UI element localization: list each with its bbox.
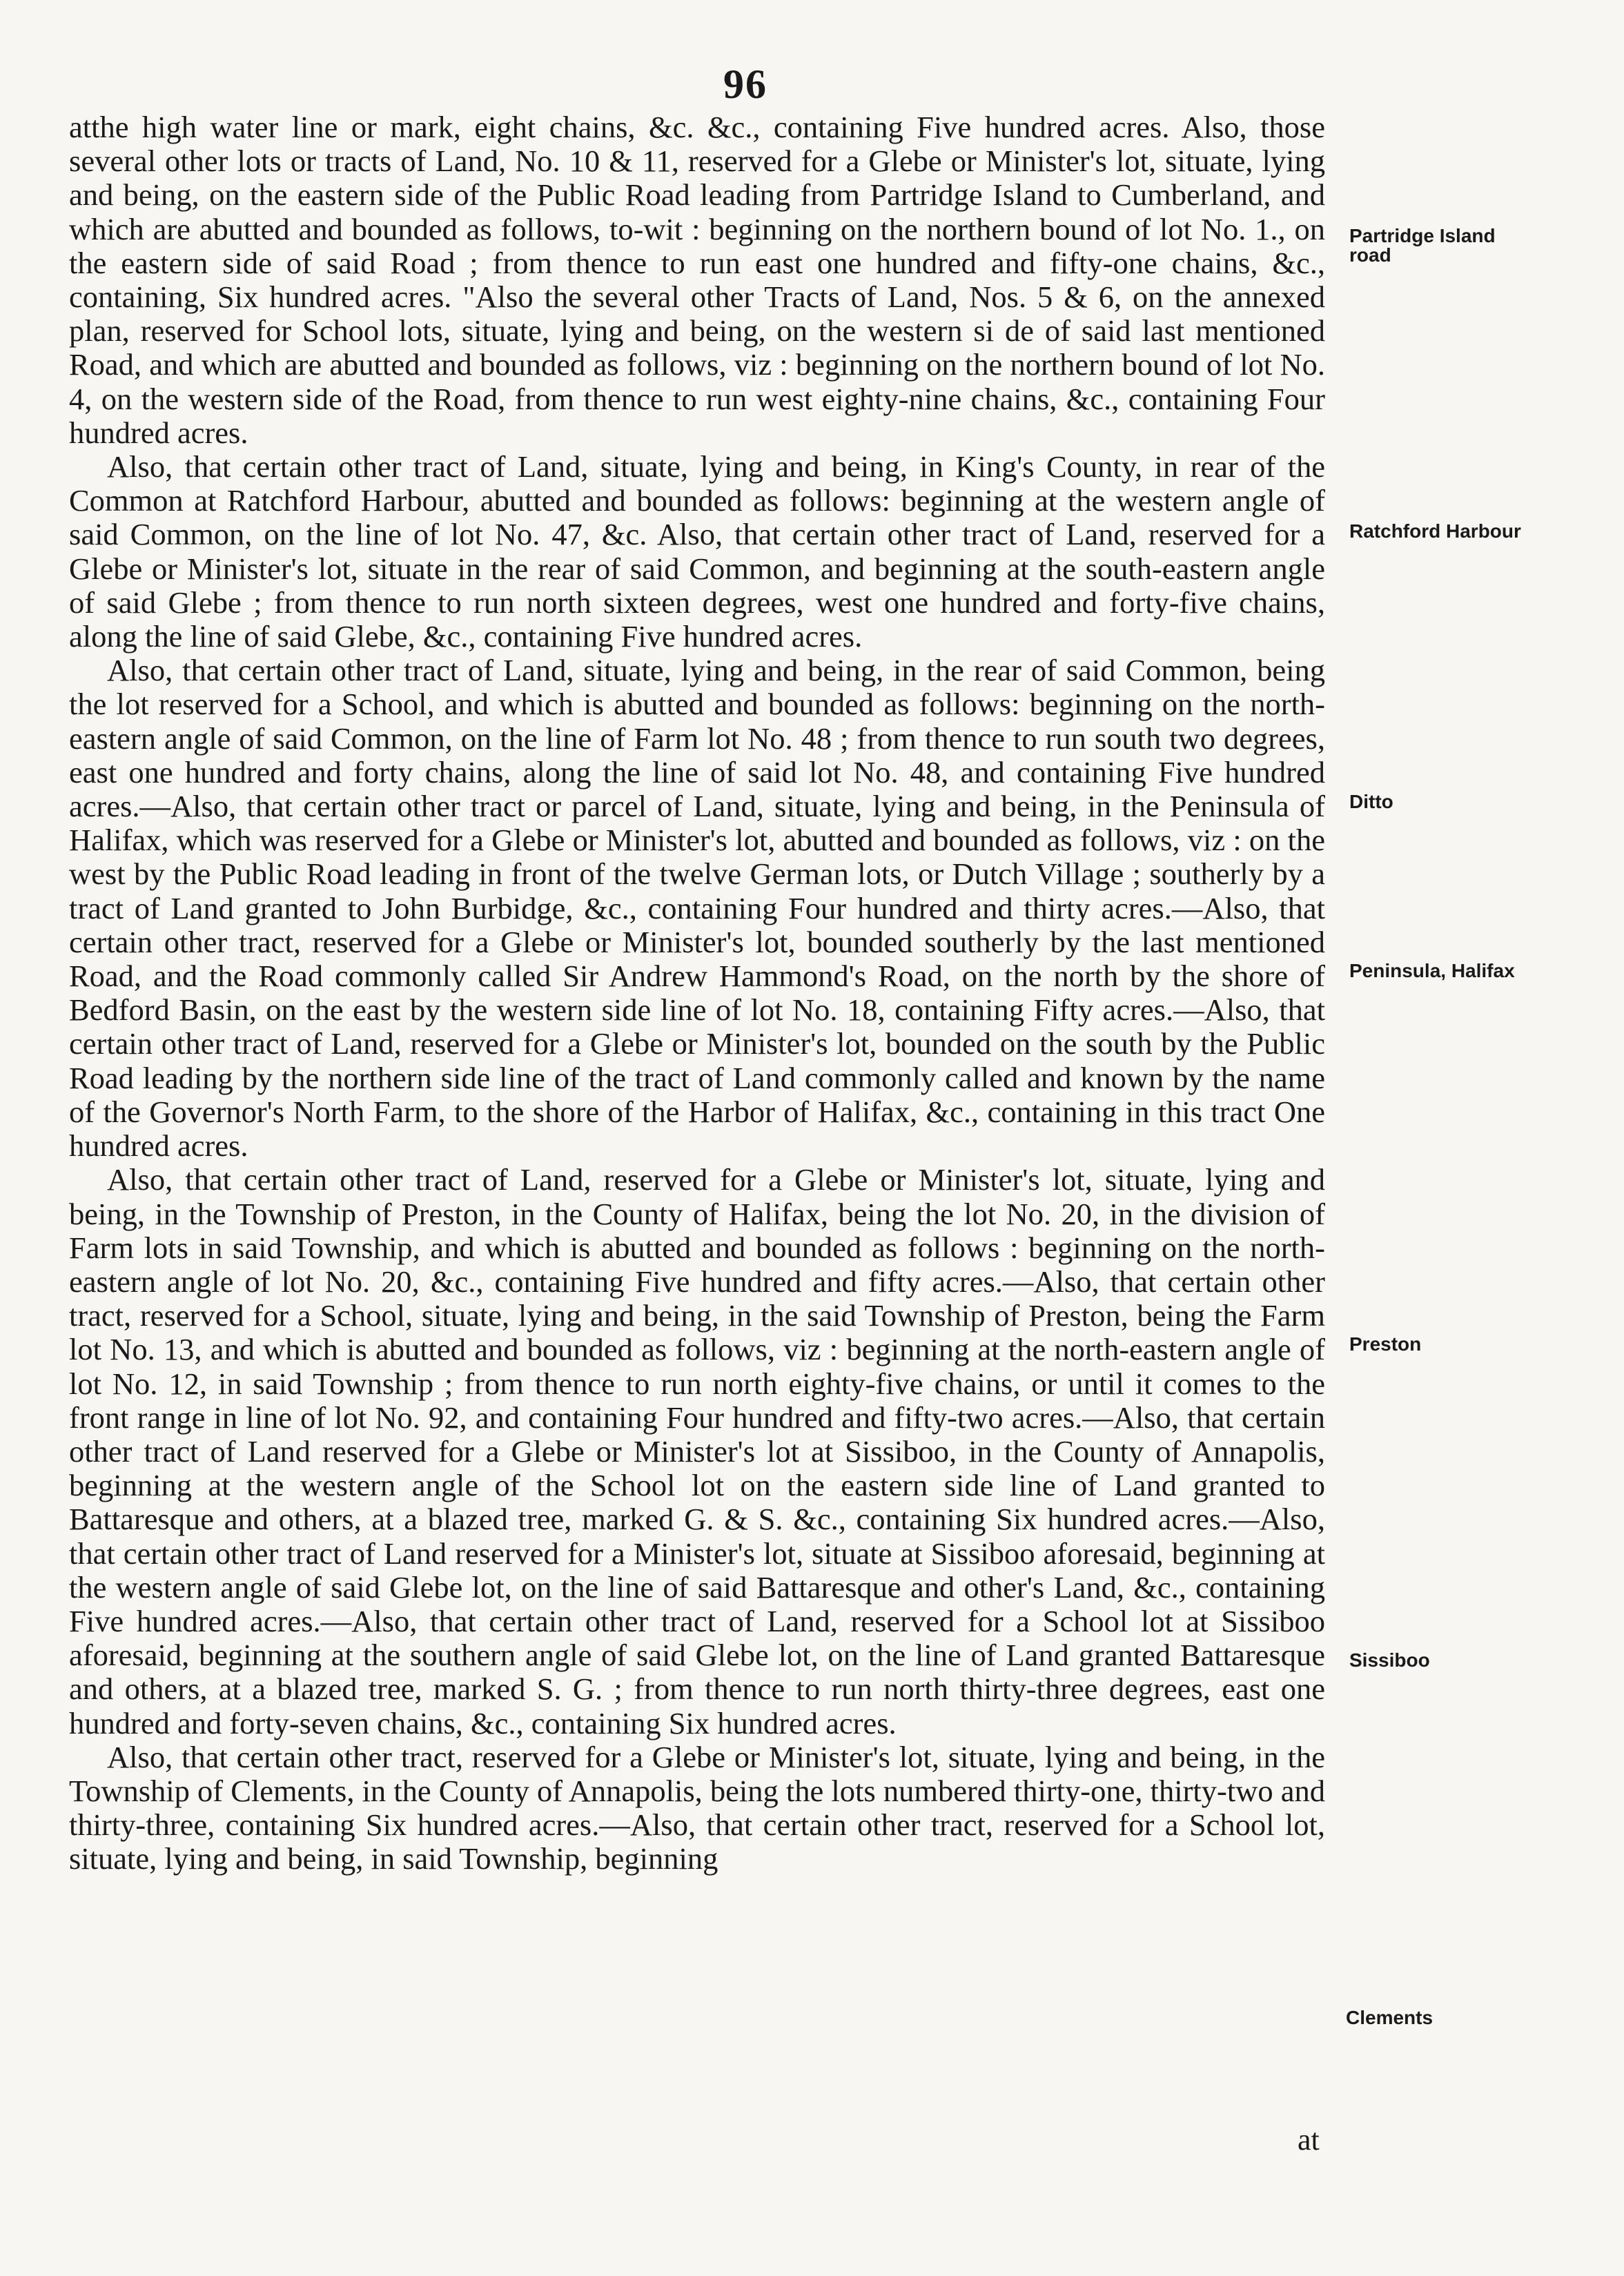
paragraph: Also, that certain other tract, reserved for a Glebe or Minister's lot, situate, lying and being, in the Township of Clements, in the County of Annapolis, being the lots numbered thirty-one, thirty-two and thirty-three, containing Six hundred acres.—Also, that certain other tract, reserved for a School lot, situate, lying and being, in said Township, beginning: [69, 1739, 1325, 1876]
paragraph: Also, that certain other tract of Land, situate, lying and being, in the rear of said Common, being the lot reserved for a School, and which is abutted and bounded as follows: beginning on the north-eastern angle of said Common, on the line of Farm lot No. 48 ; from thence to run south two degrees, east one hundred and forty chains, along the line of said lot No. 48, and containing Five hundred acres.—Also, that certain other tract or parcel of Land, situate, lying and being, in the Peninsula of Halifax, which was reserved for a Glebe or Minister's lot, abutted and bounded as follows, viz : on the west by the Public Road leading in front of the twelve German lots, or Dutch Village ; southerly by a tract of Land granted to John Burbidge, &c., containing Four hundred and thirty acres.—Also, that certain other tract, reserved for a Glebe or Minister's lot, bounded southerly by the last mentioned Road, and the Road commonly called Sir Andrew Hammond's Road, on the north by the shore of Bedford Basin, on the east by the western side line of lot No. 18, containing Fifty acres.—Also, that certain other tract of Land, reserved for a Glebe or Minister's lot, bounded on the south by the Public Road leading by the northern side line of the tract of Land commonly called and known by the name of the Governor's North Farm, to the shore of the Harbor of Halifax, &c., containing in this tract One hundred acres.: [69, 653, 1325, 1164]
body-text: [69, 110, 1325, 1876]
margin-note-preston: Preston: [1349, 1333, 1422, 1355]
page-number: 96: [723, 61, 767, 107]
margin-note-partridge-island: Partridge Island road: [1349, 225, 1496, 266]
paragraph: Also, that certain other tract of Land, situate, lying and being, in King's County, in rear of the Common at Ratchford Harbour, abutted and bounded as follows: beginning at the western angle of said Common, on the line of lot No. 47, &c. Also, that certain other tract of Land, reserved for a Glebe or Minister's lot, situate in the rear of said Common, and beginning at the south-eastern angle of said Glebe ; from thence to run north sixteen degrees, west one hundred and forty-five chains, along the line of said Glebe, &c., containing Five hundred acres.: [69, 449, 1325, 654]
margin-note-clements: Clements: [1346, 2007, 1434, 2028]
margin-note-sissiboo: Sissiboo: [1349, 1649, 1430, 1671]
margin-note-peninsula-halifax: Peninsula, Halifax: [1349, 960, 1515, 981]
paragraph: atthe high water line or mark, eight chains, &c. &c., containing Five hundred acres. Also, those several other lots or tracts of Land, No. 10 & 11, reserved for a Glebe or Minister's lot, situate, lying and being, on the eastern side of the Public Road leading from Partridge Island to Cumberland, and which are abutted and bounded as follows, to-wit : beginning on the northern bound of lot No. 1., on the eastern side of said Road ; from thence to run east one hundred and fifty-one chains, &c., containing, Six hundred acres. "Also the several other Tracts of Land, Nos. 5 & 6, on the annexed plan, reserved for School lots, situate, lying and being, on the western si de of said last mentioned Road, and which are abutted and bounded as follows, viz : beginning on the northern bound of lot No. 4, on the western side of the Road, from thence to run west eighty-nine chains, &c., containing Four hundred acres.: [69, 110, 1325, 450]
catchword: at: [1298, 2123, 1320, 2157]
margin-note-ratchford-harbour: Ratchford Harbour: [1349, 520, 1521, 542]
paragraph: Also, that certain other tract of Land, reserved for a Glebe or Minister's lot, situate, lying and being, in the Township of Preston, in the County of Halifax, being the lot No. 20, in the division of Farm lots in said Township, and which is abutted and bounded as follows : beginning on the north-eastern angle of lot No. 20, &c., containing Five hundred and fifty acres.—Also, that certain other tract, reserved for a School, situate, lying and being, in the said Township of Preston, being the Farm lot No. 13, and which is abutted and bounded as follows, viz : beginning at the north-eastern angle of lot No. 12, in said Township ; from thence to run north eighty-five chains, or until it comes to the front range in line of lot No. 92, and containing Four hundred and fifty-two acres.—Also, that certain other tract of Land reserved for a Glebe or Minister's lot at Sissiboo, in the County of Annapolis, beginning at the western angle of the School lot on the eastern side line of Land granted to Battaresque and others, at a blazed tree, marked G. & S. &c., containing Six hundred acres.—Also, that certain other tract of Land reserved for a Minister's lot, situate at Sissiboo aforesaid, beginning at the western angle of said Glebe lot, on the line of said Battaresque and other's Land, &c., containing Five hundred acres.—Also, that certain other tract of Land, reserved for a School lot at Sissiboo aforesaid, beginning at the southern angle of said Glebe lot, on the line of Land granted Battaresque and others, at a blazed tree, marked S. G. ; from thence to run north thirty-three degrees, east one hundred and forty-seven chains, &c., containing Six hundred acres.: [69, 1162, 1325, 1740]
margin-note-ditto: Ditto: [1349, 791, 1393, 812]
